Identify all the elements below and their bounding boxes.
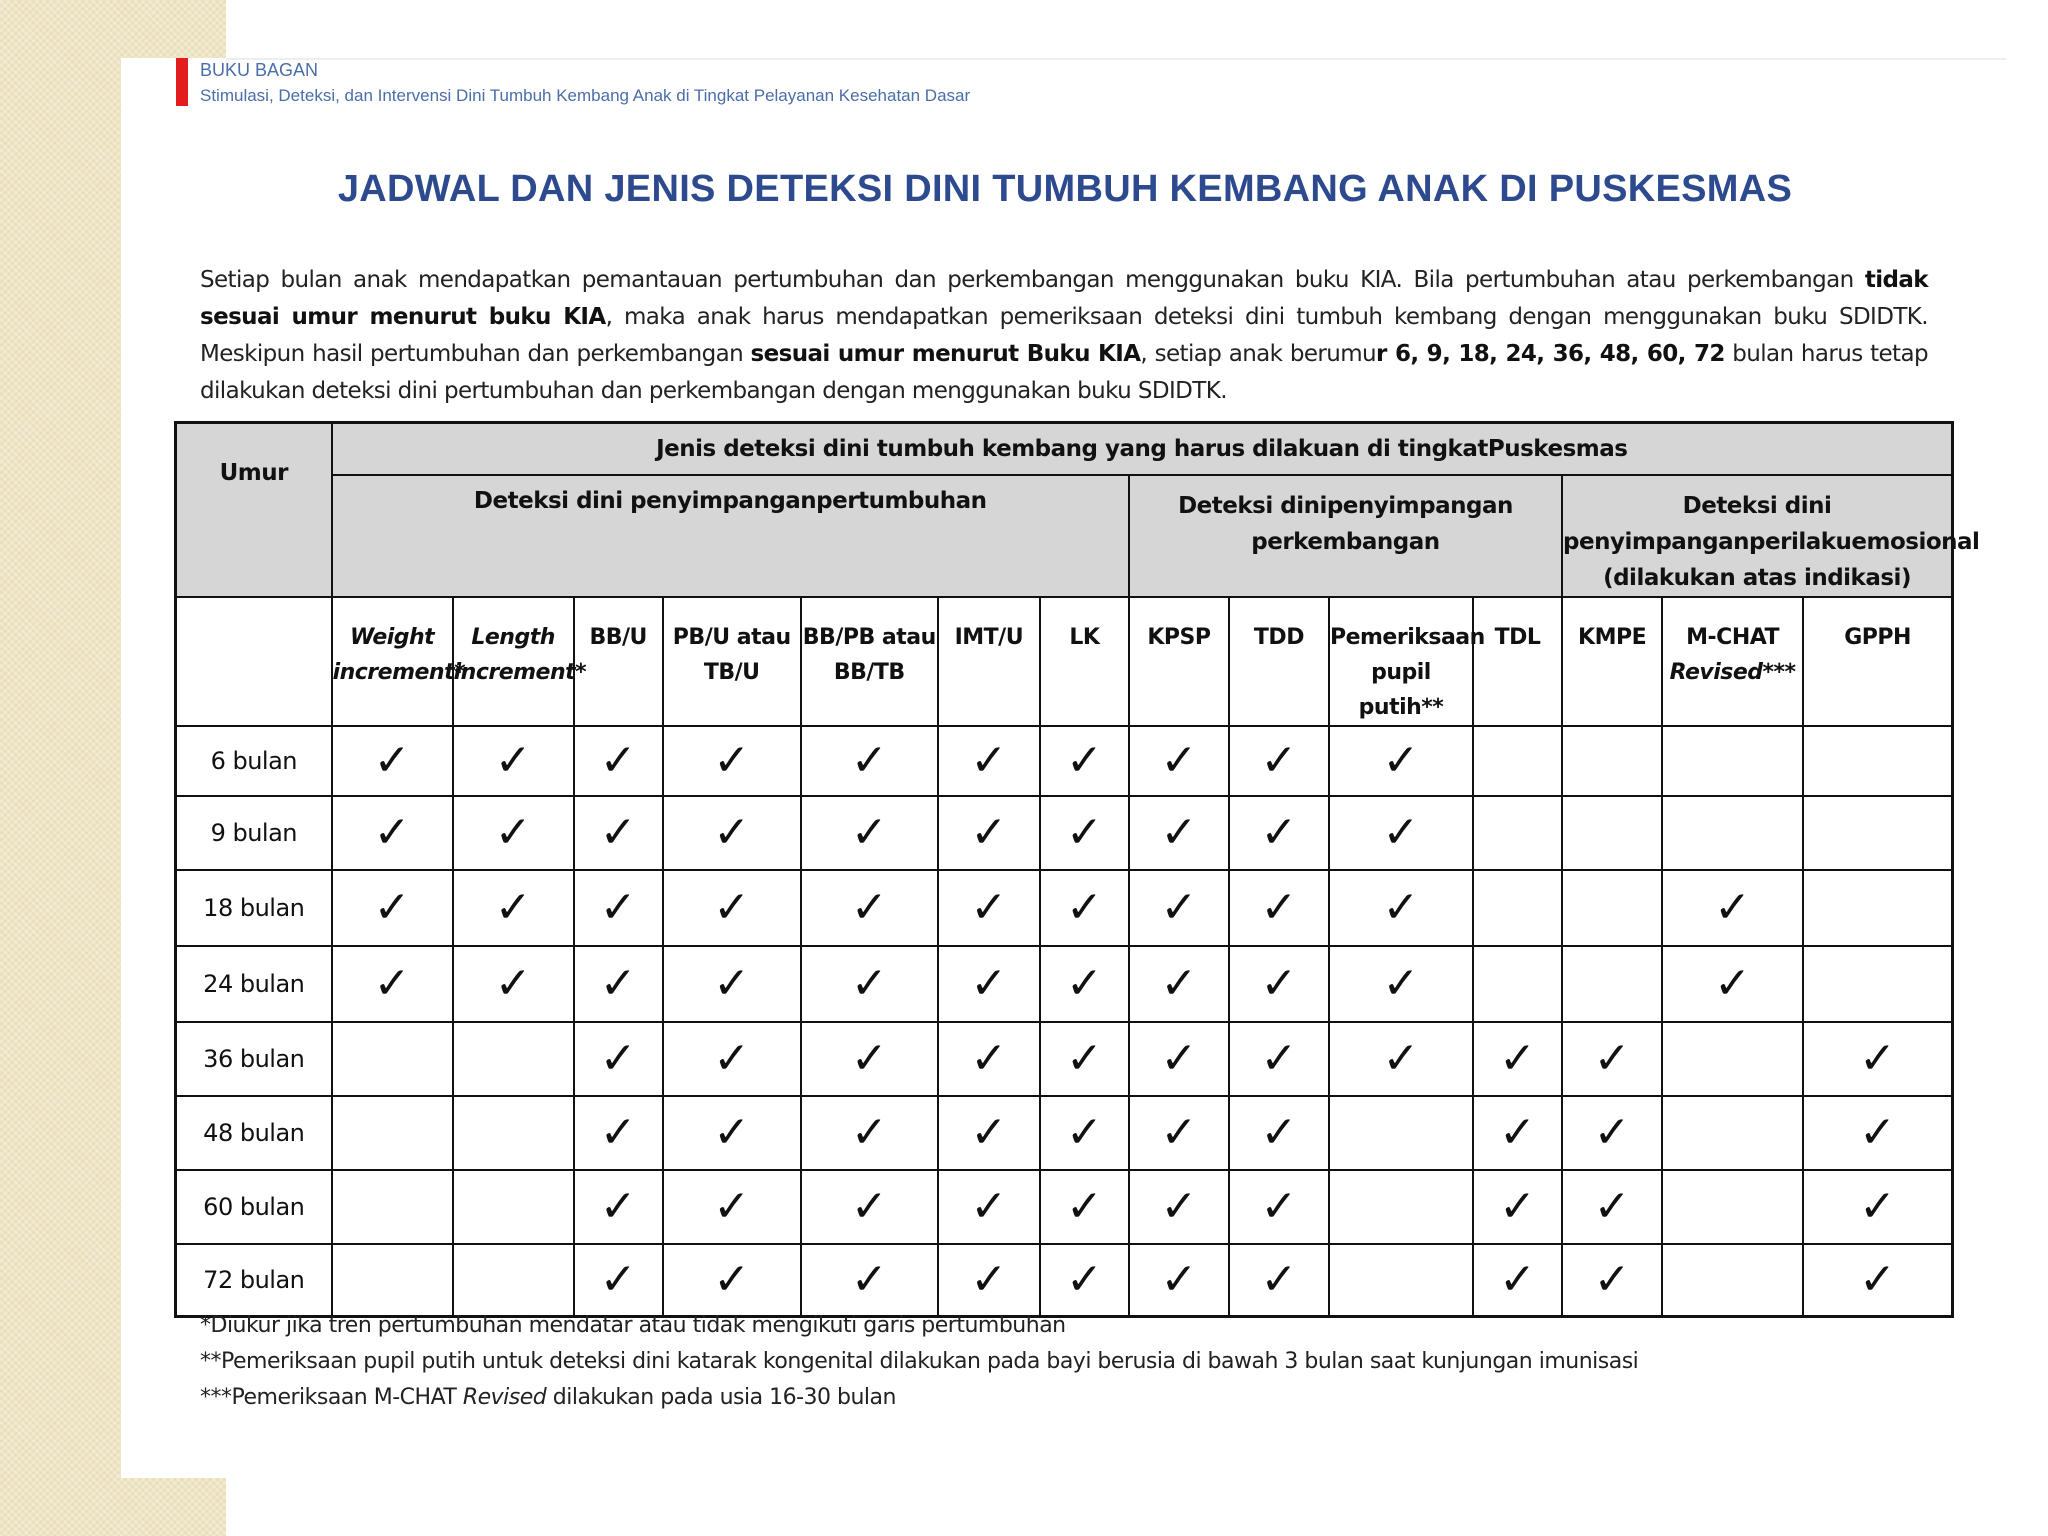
column-header <box>1803 597 1952 726</box>
checkmark-icon: ✓ <box>970 881 1008 933</box>
check-cell <box>1229 870 1329 946</box>
check-cell <box>938 1022 1040 1096</box>
check-cell <box>332 1170 453 1244</box>
checkmark-icon: ✓ <box>713 806 751 858</box>
checkmark-icon: ✓ <box>1499 1253 1536 1305</box>
book-label: BUKU BAGAN <box>200 60 319 80</box>
check-cell <box>1229 1096 1329 1170</box>
umur-label: Umur <box>219 460 288 486</box>
column-header-line-1: Length <box>471 624 555 650</box>
check-cell <box>1562 870 1662 946</box>
checkmark-icon: ✓ <box>599 734 637 786</box>
checkmark-icon: ✓ <box>494 881 532 933</box>
check-cell <box>332 870 453 946</box>
checkmark-icon: ✓ <box>1160 957 1198 1009</box>
footnote-3-italic: Revised <box>462 1385 547 1410</box>
checkmark-icon: ✓ <box>1382 957 1420 1009</box>
checkmark-icon: ✓ <box>1065 881 1103 933</box>
check-cell <box>1662 870 1803 946</box>
checkmark-icon: ✓ <box>1260 806 1298 858</box>
check-cell <box>453 1170 574 1244</box>
emotional-group-line-2: penyimpanganperilakuemosional <box>1563 528 1980 555</box>
checkmark-icon: ✓ <box>599 957 637 1009</box>
check-cell <box>1329 726 1473 796</box>
checkmark-icon: ✓ <box>850 1106 888 1158</box>
checkmark-icon: ✓ <box>1065 957 1103 1009</box>
intro-text-1: Setiap bulan anak mendapatkan pemantauan pertumbuhan dan perkembangan menggunakan buku KIA. Bila pertumbuhan atau perkembangan <box>200 267 1865 293</box>
check-cell <box>1040 726 1129 796</box>
check-cell <box>453 870 574 946</box>
check-cell <box>1229 1170 1329 1244</box>
check-cell <box>1803 870 1952 946</box>
check-cell <box>1803 1170 1952 1244</box>
check-cell <box>574 1096 663 1170</box>
table-row <box>176 870 1953 946</box>
check-cell <box>1803 1096 1952 1170</box>
check-cell <box>1129 946 1229 1022</box>
growth-group-label: Deteksi dini penyimpanganpertumbuhan <box>473 487 987 514</box>
checkmark-icon: ✓ <box>850 881 888 933</box>
emotional-group-line-1: Deteksi dini <box>1682 492 1832 519</box>
check-cell <box>1473 946 1562 1022</box>
check-cell <box>1129 726 1229 796</box>
checkmark-icon: ✓ <box>713 1106 751 1158</box>
check-cell <box>1803 1244 1952 1317</box>
check-cell <box>1662 726 1803 796</box>
checkmark-icon: ✓ <box>1382 734 1420 786</box>
checkmark-icon: ✓ <box>1160 1180 1198 1232</box>
check-cell <box>1562 1244 1662 1317</box>
check-cell <box>1229 796 1329 870</box>
check-cell <box>1473 870 1562 946</box>
column-header-line-1: BB/U <box>589 624 647 650</box>
checkmark-icon: ✓ <box>850 1180 888 1232</box>
table-body <box>176 726 1953 1317</box>
checkmark-icon: ✓ <box>1593 1180 1631 1232</box>
column-header-line-1: M-CHAT <box>1686 624 1780 650</box>
column-header-line-1: KPSP <box>1147 624 1211 650</box>
checkmark-icon: ✓ <box>1260 1032 1298 1084</box>
column-header-line-2: pupil putih** <box>1358 659 1444 720</box>
header-accent-bar <box>176 58 188 106</box>
checkmark-icon: ✓ <box>1160 1106 1198 1158</box>
check-cell <box>574 946 663 1022</box>
intro-bold-2: sesuai umur menurut Buku KIA <box>750 341 1141 367</box>
check-cell <box>453 946 574 1022</box>
check-cell <box>1329 796 1473 870</box>
checkmark-icon: ✓ <box>1260 957 1298 1009</box>
check-cell <box>801 1170 938 1244</box>
check-cell <box>574 1170 663 1244</box>
check-cell <box>1473 1022 1562 1096</box>
intro-bold-3: r 6, 9, 18, 24, 36, 48, 60, 72 <box>1376 341 1725 367</box>
check-cell <box>801 796 938 870</box>
check-cell <box>1040 1244 1129 1317</box>
check-cell <box>1803 1022 1952 1096</box>
column-header-line-2: TB/U <box>703 659 760 685</box>
column-header <box>1662 597 1803 726</box>
check-cell <box>1473 726 1562 796</box>
checkmark-icon: ✓ <box>1260 881 1298 933</box>
column-header-line-2: increment* <box>453 659 587 685</box>
check-cell <box>1662 1244 1803 1317</box>
column-header <box>663 597 801 726</box>
checkmark-icon: ✓ <box>970 1253 1008 1305</box>
checkmark-icon: ✓ <box>1859 1106 1896 1158</box>
intro-text-4: bulan harus tetap dilakukan deteksi dini pertumbuhan dan perkembangan dengan menggunakan buku SDIDTK. <box>200 341 1928 404</box>
check-cell <box>332 726 453 796</box>
age-cell: 24 bulan <box>176 946 332 1022</box>
check-cell <box>1040 1022 1129 1096</box>
checkmark-icon: ✓ <box>970 1106 1008 1158</box>
check-cell <box>1662 1022 1803 1096</box>
checkmark-icon: ✓ <box>970 734 1008 786</box>
checkmark-icon: ✓ <box>599 1032 637 1084</box>
check-cell <box>1129 796 1229 870</box>
column-header-line-2: BB/TB <box>833 659 905 685</box>
check-cell <box>1803 726 1952 796</box>
checkmark-icon: ✓ <box>850 1032 888 1084</box>
check-cell <box>1229 1244 1329 1317</box>
check-cell <box>1562 796 1662 870</box>
column-header-line-2: Revised*** <box>1669 659 1796 685</box>
checkmark-icon: ✓ <box>713 1180 751 1232</box>
checkmark-icon: ✓ <box>1499 1106 1536 1158</box>
main-detection-label: Jenis deteksi dini tumbuh kembang yang harus dilakuan di tingkatPuskesmas <box>656 435 1628 462</box>
check-cell <box>453 796 574 870</box>
top-divider <box>226 58 2006 60</box>
column-header-row <box>176 597 1953 726</box>
table-row <box>176 796 1953 870</box>
column-header-line-1: Weight <box>349 624 435 650</box>
intro-bold-1: tidak sesuai umur menurut buku KIA <box>200 267 1928 330</box>
checkmark-icon: ✓ <box>713 881 751 933</box>
page-title: JADWAL DAN JENIS DETEKSI DINI TUMBUH KEMBANG ANAK DI PUSKESMAS <box>337 168 1793 210</box>
check-cell <box>801 946 938 1022</box>
intro-text-3: , setiap anak berumu <box>1140 341 1377 367</box>
checkmark-icon: ✓ <box>713 957 751 1009</box>
age-cell: 48 bulan <box>176 1096 332 1170</box>
check-cell <box>1662 946 1803 1022</box>
check-cell <box>1562 946 1662 1022</box>
book-subtitle: Stimulasi, Deteksi, dan Intervensi Dini Tumbuh Kembang Anak di Tingkat Pelayanan Kesehatan Dasar <box>200 86 971 105</box>
checkmark-icon: ✓ <box>494 734 532 786</box>
column-header <box>453 597 587 726</box>
intro-text-2: , maka anak harus mendapatkan pemeriksaan deteksi dini tumbuh kembang dengan menggunakan buku SDIDTK. Meskipun hasil pertumbuhan dan perkembangan <box>200 304 1928 367</box>
column-header <box>1129 597 1229 726</box>
checkmark-icon: ✓ <box>1260 1180 1298 1232</box>
check-cell <box>1129 1170 1229 1244</box>
checkmark-icon: ✓ <box>713 734 751 786</box>
checkmark-icon: ✓ <box>850 734 888 786</box>
check-cell <box>1329 946 1473 1022</box>
check-cell <box>663 1244 801 1317</box>
checkmark-icon: ✓ <box>1499 1032 1536 1084</box>
check-cell <box>332 1022 453 1096</box>
check-cell <box>1562 1170 1662 1244</box>
umur-header <box>176 423 332 597</box>
checkmark-icon: ✓ <box>373 957 411 1009</box>
checkmark-icon: ✓ <box>599 806 637 858</box>
check-cell <box>938 1096 1040 1170</box>
checkmark-icon: ✓ <box>1065 1253 1103 1305</box>
check-cell <box>1129 1244 1229 1317</box>
check-cell <box>332 1096 453 1170</box>
check-cell <box>574 796 663 870</box>
checkmark-icon: ✓ <box>970 957 1008 1009</box>
check-cell <box>1229 1022 1329 1096</box>
table-row <box>176 1096 1953 1170</box>
check-cell <box>1473 1096 1562 1170</box>
check-cell <box>1329 1170 1473 1244</box>
table-row <box>176 1170 1953 1244</box>
checkmark-icon: ✓ <box>599 1106 637 1158</box>
development-group-line-1: Deteksi dinipenyimpangan <box>1178 492 1513 519</box>
footnote-3-text-a: ***Pemeriksaan M-CHAT <box>200 1385 463 1410</box>
checkmark-icon: ✓ <box>494 957 532 1009</box>
check-cell <box>1473 1170 1562 1244</box>
detection-schedule-table <box>174 421 1980 1318</box>
checkmark-icon: ✓ <box>1160 881 1198 933</box>
check-cell <box>574 1022 663 1096</box>
check-cell <box>1040 1096 1129 1170</box>
age-cell: 6 bulan <box>176 726 332 796</box>
checkmark-icon: ✓ <box>1859 1180 1896 1232</box>
check-cell <box>1040 946 1129 1022</box>
checkmark-icon: ✓ <box>1859 1253 1896 1305</box>
checkmark-icon: ✓ <box>850 806 888 858</box>
checkmark-icon: ✓ <box>1382 806 1420 858</box>
column-header-line-1: PB/U atau <box>672 624 791 650</box>
checkmark-icon: ✓ <box>1065 1032 1103 1084</box>
checkmark-icon: ✓ <box>1260 1253 1298 1305</box>
checkmark-icon: ✓ <box>1160 806 1198 858</box>
column-header <box>1329 597 1485 726</box>
check-cell <box>453 726 574 796</box>
checkmark-icon: ✓ <box>1160 1032 1198 1084</box>
age-cell: 72 bulan <box>176 1244 332 1317</box>
checkmark-icon: ✓ <box>1065 734 1103 786</box>
check-cell <box>938 726 1040 796</box>
check-cell <box>1562 1022 1662 1096</box>
check-cell <box>1040 1170 1129 1244</box>
checkmark-icon: ✓ <box>599 1253 637 1305</box>
checkmark-icon: ✓ <box>1593 1032 1631 1084</box>
column-header <box>1562 597 1662 726</box>
column-header-line-1: LK <box>1069 624 1100 650</box>
checkmark-icon: ✓ <box>713 1032 751 1084</box>
check-cell <box>1662 1170 1803 1244</box>
main-detection-header <box>332 423 1953 475</box>
footnote-2: **Pemeriksaan pupil putih untuk deteksi dini katarak kongenital dilakukan pada bayi berusia di bawah 3 bulan saat kunjungan imunisasi <box>200 1349 1639 1374</box>
checkmark-icon: ✓ <box>1160 734 1198 786</box>
footnote-3 <box>200 1380 1900 1416</box>
checkmark-icon: ✓ <box>1065 1106 1103 1158</box>
check-cell <box>453 1244 574 1317</box>
check-cell <box>801 1244 938 1317</box>
check-cell <box>1803 796 1952 870</box>
check-cell <box>663 1096 801 1170</box>
age-cell: 36 bulan <box>176 1022 332 1096</box>
development-group-line-2: perkembangan <box>1251 528 1440 555</box>
table-row <box>176 726 1953 796</box>
check-cell <box>663 796 801 870</box>
check-cell <box>1040 870 1129 946</box>
check-cell <box>938 1244 1040 1317</box>
column-header-line-2: increment* <box>332 659 466 685</box>
column-header <box>1040 597 1129 726</box>
check-cell <box>663 1022 801 1096</box>
checkmark-icon: ✓ <box>1260 1106 1298 1158</box>
intro-paragraph <box>200 262 1928 410</box>
checkmark-icon: ✓ <box>1382 1032 1420 1084</box>
checkmark-icon: ✓ <box>494 806 532 858</box>
check-cell <box>332 946 453 1022</box>
column-header-line-1: IMT/U <box>954 624 1024 650</box>
check-cell <box>1229 946 1329 1022</box>
check-cell <box>1229 726 1329 796</box>
check-cell <box>1329 1022 1473 1096</box>
check-cell <box>1562 726 1662 796</box>
checkmark-icon: ✓ <box>373 806 411 858</box>
check-cell <box>1129 870 1229 946</box>
checkmark-icon: ✓ <box>713 1253 751 1305</box>
column-header <box>574 597 663 726</box>
check-cell <box>1662 796 1803 870</box>
age-cell: 18 bulan <box>176 870 332 946</box>
column-header <box>1229 597 1329 726</box>
column-header <box>1473 597 1562 726</box>
age-cell: 9 bulan <box>176 796 332 870</box>
check-cell <box>1562 1096 1662 1170</box>
growth-group-header <box>332 475 1129 597</box>
checkmark-icon: ✓ <box>970 1032 1008 1084</box>
column-header-line-1: GPPH <box>1844 624 1911 650</box>
check-cell <box>663 870 801 946</box>
check-cell <box>453 1096 574 1170</box>
check-cell <box>574 1244 663 1317</box>
checkmark-icon: ✓ <box>599 881 637 933</box>
check-cell <box>1329 1096 1473 1170</box>
check-cell <box>1129 1022 1229 1096</box>
check-cell <box>332 1244 453 1317</box>
column-header-line-1: KMPE <box>1578 624 1647 650</box>
checkmark-icon: ✓ <box>1065 806 1103 858</box>
table-row <box>176 946 1953 1022</box>
check-cell <box>938 870 1040 946</box>
column-header-line-1: BB/PB atau <box>802 624 936 650</box>
check-cell <box>663 946 801 1022</box>
check-cell <box>801 870 938 946</box>
check-cell <box>332 796 453 870</box>
check-cell <box>938 796 1040 870</box>
checkmark-icon: ✓ <box>373 734 411 786</box>
footnote-1: *Diukur jika tren pertumbuhan mendatar atau tidak mengikuti garis pertumbuhan <box>200 1313 1066 1338</box>
check-cell <box>1329 870 1473 946</box>
check-cell <box>663 726 801 796</box>
check-cell <box>938 1170 1040 1244</box>
footnote-3-text-b: dilakukan pada usia 16-30 bulan <box>546 1385 896 1410</box>
age-cell: 60 bulan <box>176 1170 332 1244</box>
table-row <box>176 1022 1953 1096</box>
checkmark-icon: ✓ <box>1593 1106 1631 1158</box>
check-cell <box>1473 796 1562 870</box>
column-header <box>332 597 466 726</box>
check-cell <box>574 726 663 796</box>
emotional-group-line-3: (dilakukan atas indikasi) <box>1603 564 1911 591</box>
footnotes <box>200 1308 1900 1416</box>
checkmark-icon: ✓ <box>1714 881 1752 933</box>
check-cell <box>801 726 938 796</box>
check-cell <box>938 946 1040 1022</box>
checkmark-icon: ✓ <box>599 1180 637 1232</box>
development-group-header <box>1129 475 1562 597</box>
checkmark-icon: ✓ <box>1593 1253 1631 1305</box>
check-cell <box>1040 796 1129 870</box>
check-cell <box>574 870 663 946</box>
check-cell <box>801 1096 938 1170</box>
column-header-line-1: TDL <box>1494 624 1541 650</box>
checkmark-icon: ✓ <box>850 957 888 1009</box>
checkmark-icon: ✓ <box>850 1253 888 1305</box>
check-cell <box>801 1022 938 1096</box>
check-cell <box>1129 1096 1229 1170</box>
checkmark-icon: ✓ <box>1065 1180 1103 1232</box>
check-cell <box>1803 946 1952 1022</box>
checkmark-icon: ✓ <box>373 881 411 933</box>
column-header <box>801 597 938 726</box>
empty-corner-cell <box>176 597 332 726</box>
emotional-group-header <box>1562 475 1980 597</box>
column-header-line-1: Pemeriksaan <box>1329 624 1485 650</box>
checkmark-icon: ✓ <box>1160 1253 1198 1305</box>
checkmark-icon: ✓ <box>970 806 1008 858</box>
column-header <box>938 597 1040 726</box>
column-header-line-1: TDD <box>1253 624 1304 650</box>
checkmark-icon: ✓ <box>1859 1032 1896 1084</box>
table-row <box>176 1244 1953 1317</box>
check-cell <box>663 1170 801 1244</box>
checkmark-icon: ✓ <box>1382 881 1420 933</box>
checkmark-icon: ✓ <box>1260 734 1298 786</box>
checkmark-icon: ✓ <box>970 1180 1008 1232</box>
check-cell <box>1473 1244 1562 1317</box>
checkmark-icon: ✓ <box>1714 957 1752 1009</box>
check-cell <box>453 1022 574 1096</box>
check-cell <box>1329 1244 1473 1317</box>
checkmark-icon: ✓ <box>1499 1180 1536 1232</box>
check-cell <box>1662 1096 1803 1170</box>
